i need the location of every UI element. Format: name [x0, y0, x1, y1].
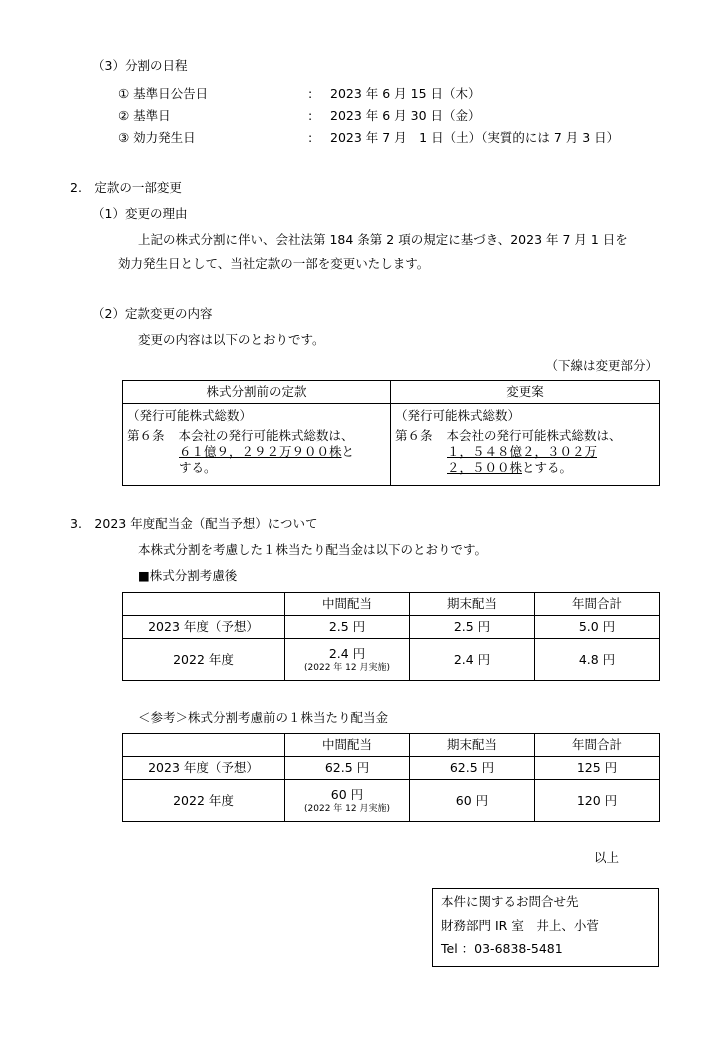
table1-header-blank — [123, 593, 285, 616]
table1-title: ■株式分割考慮後 — [138, 568, 238, 583]
contact-phone: Tel ：03-6838-5481 — [441, 941, 563, 956]
after-subhead: （発行可能株式総数） — [395, 408, 521, 423]
schedule-colon: : — [308, 130, 313, 145]
table-header-before: 株式分割前の定款 — [123, 381, 391, 404]
table1-year-end-value: 2.5 円 — [410, 616, 535, 639]
before-line2-rest: と — [341, 444, 355, 459]
table2-row-label: 2022 年度 — [123, 780, 285, 822]
table2-interim-value: 60 円 — [330, 786, 364, 802]
after-share-count-1: １，５４８億２，３０２万 — [447, 444, 598, 459]
contact-title: 本件に関するお問合せ先 — [441, 894, 579, 909]
table2-year-end-value: 62.5 円 — [410, 757, 535, 780]
after-share-count-2: ２，５００株 — [447, 460, 523, 475]
reason-text-line1: 上記の株式分割に伴い、会社法第 184 条第 2 項の規定に基づき、2023 年 7 月 1 日を — [138, 232, 628, 247]
reason-text-line2: 効力発生日として、当社定款の一部を変更いたします。 — [118, 256, 430, 271]
contact-box — [432, 888, 659, 967]
after-cell — [391, 404, 660, 486]
table1-row-label: 2023 年度（予想） — [123, 616, 285, 639]
schedule-value-effective-date: 2023 年 7 月 1 日（土）（実質的には 7 月 3 日） — [330, 130, 620, 145]
schedule-value-record-date: 2023 年 6 月 30 日（金） — [330, 108, 481, 123]
underline-note: （下線は変更部分） — [545, 358, 658, 373]
table2-total-value: 125 円 — [535, 757, 660, 780]
table2-year-end-value: 60 円 — [410, 780, 535, 822]
table2-interim-value: 62.5 円 — [285, 757, 410, 780]
schedule-label-record-notice: ① 基準日公告日 — [118, 86, 209, 101]
schedule-label-effective-date: ③ 効力発生日 — [118, 130, 196, 145]
before-line1: 本会社の発行可能株式総数は、 — [178, 428, 354, 443]
table2-header-total: 年間合計 — [535, 734, 660, 757]
after-line3-rest: とする。 — [522, 460, 573, 475]
table2-header-interim: 中間配当 — [285, 734, 410, 757]
table-header-after: 変更案 — [391, 381, 660, 404]
reason-heading: （1）変更の理由 — [92, 206, 188, 221]
before-article-no: 第６条 — [127, 428, 165, 443]
table2-interim-cell — [285, 780, 410, 822]
schedule-colon: : — [308, 108, 313, 123]
table1-interim-cell — [285, 639, 410, 681]
table1-header-year-end: 期末配当 — [410, 593, 535, 616]
after-line1: 本会社の発行可能株式総数は、 — [446, 428, 622, 443]
section3-intro: 本株式分割を考慮した１株当たり配当金は以下のとおりです。 — [138, 542, 488, 557]
table2-total-value: 120 円 — [535, 780, 660, 822]
before-subhead: （発行可能株式総数） — [127, 408, 253, 423]
content-heading: （2）定款変更の内容 — [92, 306, 213, 321]
before-share-count: ６１億９，２９２万９００株 — [179, 444, 342, 459]
content-text: 変更の内容は以下のとおりです。 — [138, 332, 325, 347]
schedule-heading: （3）分割の日程 — [92, 58, 188, 73]
schedule-label-record-date: ② 基準日 — [118, 108, 171, 123]
contact-department: 財務部門 IR 室 井上、小菅 — [441, 918, 599, 933]
before-cell — [123, 404, 391, 486]
table1-interim-value: 2.5 円 — [285, 616, 410, 639]
table1-total-value: 5.0 円 — [535, 616, 660, 639]
table2-title: ＜参考＞株式分割考慮前の１株当たり配当金 — [138, 710, 389, 725]
schedule-colon: : — [308, 86, 313, 101]
table1-interim-value: 2.4 円 — [328, 645, 366, 661]
table1-interim-note: (2022 年 12 月実施) — [304, 662, 390, 673]
table2-header-blank — [123, 734, 285, 757]
section2-heading: 2. 定款の一部変更 — [70, 180, 182, 195]
section3-heading: 3. 2023 年度配当金（配当予想）について — [70, 516, 318, 531]
table2-interim-note: (2022 年 12 月実施) — [304, 803, 390, 814]
after-article-no: 第６条 — [395, 428, 433, 443]
table1-year-end-value: 2.4 円 — [410, 639, 535, 681]
table2-header-year-end: 期末配当 — [410, 734, 535, 757]
schedule-value-record-notice: 2023 年 6 月 15 日（木） — [330, 86, 481, 101]
table1-header-interim: 中間配当 — [285, 593, 410, 616]
dividend-table-before-split — [122, 733, 660, 822]
articles-table — [122, 380, 660, 486]
table1-row-label: 2022 年度 — [123, 639, 285, 681]
table1-total-value: 4.8 円 — [535, 639, 660, 681]
dividend-table-after-split — [122, 592, 660, 681]
closing-mark: 以上 — [594, 850, 620, 865]
table2-row-label: 2023 年度（予想） — [123, 757, 285, 780]
before-line3: する。 — [179, 460, 217, 475]
table1-header-total: 年間合計 — [535, 593, 660, 616]
